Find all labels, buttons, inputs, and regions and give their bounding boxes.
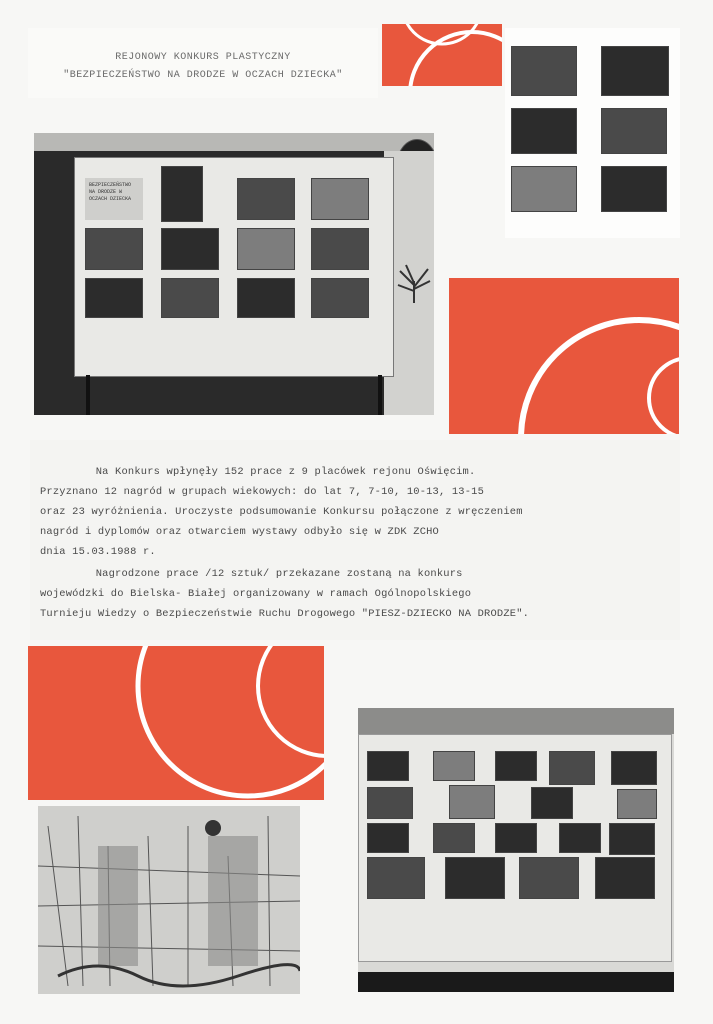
artwork-photo xyxy=(311,178,369,220)
artwork-photo xyxy=(311,278,369,318)
artwork-photo xyxy=(367,823,409,853)
red-decor-bottom-left xyxy=(28,646,324,800)
artwork-photo xyxy=(519,857,579,899)
artwork-photo xyxy=(601,166,667,212)
board-title-label: BEZPIECZEŃSTWO NA DRODZE W OCZACH DZIECKA xyxy=(85,178,143,220)
artwork-photo xyxy=(595,857,655,899)
arc-decoration xyxy=(28,646,324,800)
artwork-photo xyxy=(609,823,655,855)
exhibition-board xyxy=(74,157,394,377)
artwork-photo xyxy=(511,108,577,154)
child-drawing-photo xyxy=(38,806,300,994)
title-line-2: "BEZPIECZEŃSTWO NA DRODZE W OCZACH DZIECKA" xyxy=(63,70,343,81)
artwork-photo xyxy=(601,46,669,96)
artwork-photo xyxy=(559,823,601,853)
artwork-photo xyxy=(511,46,577,96)
text-line: Na Konkurs wpłynęły 152 prace z 9 placówek rejonu Oświęcim. xyxy=(70,466,476,478)
exhibition-photo-1 xyxy=(34,133,434,415)
artwork-grid-top-right xyxy=(505,28,680,238)
artwork-photo xyxy=(449,785,495,819)
artwork-photo xyxy=(367,787,413,819)
text-line: dnia 15.03.1988 r. xyxy=(40,546,156,558)
arc-decoration xyxy=(449,278,679,434)
artwork-photo xyxy=(85,278,143,318)
description-panel xyxy=(30,440,680,640)
artwork-photo xyxy=(549,751,595,785)
artwork-photo xyxy=(433,823,475,853)
artwork-photo xyxy=(367,751,409,781)
text-line: Przyznano 12 nagród w grupach wiekowych: do lat 7, 7-10, 10-13, 13-15 xyxy=(40,486,485,498)
artwork-photo xyxy=(511,166,577,212)
text-line: oraz 23 wyróżnienia. Uroczyste podsumowanie Konkursu połączone z wręczeniem xyxy=(40,506,523,518)
red-decor-right xyxy=(449,278,679,434)
artwork-photo xyxy=(237,278,295,318)
text-line: Turnieju Wiedzy o Bezpieczeństwie Ruchu Drogowego "PIESZ-DZIECKO NA DRODZE". xyxy=(40,608,530,620)
title-line-1: REJONOWY KONKURS PLASTYCZNY xyxy=(115,52,291,63)
artwork-photo xyxy=(617,789,657,819)
text-line: wojewódzki do Bielska- Białej organizowany w ramach Ogólnopolskiego xyxy=(40,588,472,600)
artwork-photo xyxy=(237,228,295,270)
text-line: Nagrodzone prace /12 sztuk/ przekazane zostaną na konkurs xyxy=(70,568,463,580)
artwork-photo xyxy=(161,228,219,270)
artwork-photo xyxy=(85,228,143,270)
artwork-photo xyxy=(161,166,203,222)
artwork-photo xyxy=(433,751,475,781)
artwork-photo xyxy=(601,108,667,154)
exhibition-photo-2 xyxy=(358,708,674,992)
artwork-photo xyxy=(311,228,369,270)
artwork-photo xyxy=(445,857,505,899)
artwork-photo xyxy=(611,751,657,785)
artwork-photo xyxy=(367,857,425,899)
text-line: nagród i dyplomów oraz otwarciem wystawy odbyło się w ZDK ZCHO xyxy=(40,526,439,538)
artwork-photo xyxy=(531,787,573,819)
plant-icon xyxy=(396,263,432,303)
red-decor-top xyxy=(382,24,502,86)
artwork-photo xyxy=(161,278,219,318)
artwork-photo xyxy=(495,823,537,853)
artwork-photo xyxy=(237,178,295,220)
arc-decoration xyxy=(382,24,502,86)
artwork-photo xyxy=(495,751,537,781)
exhibition-board xyxy=(358,734,672,962)
title-strip xyxy=(28,28,378,98)
